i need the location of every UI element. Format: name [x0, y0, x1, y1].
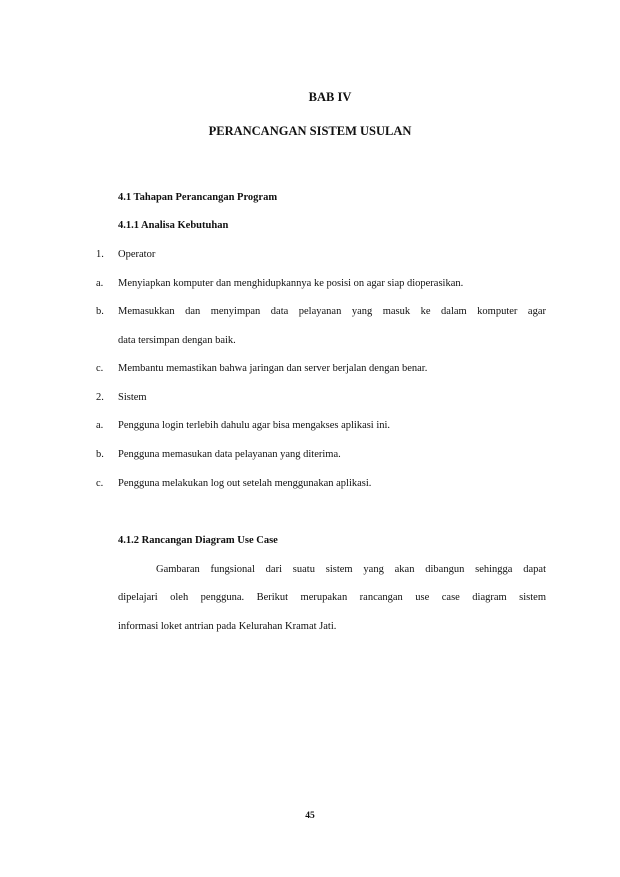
list-item-marker: c. — [96, 363, 104, 374]
list-item-text: Menyiapkan komputer dan menghidupkannya ke posisi on agar siap dioperasikan. — [118, 278, 464, 289]
list-item-marker: a. — [96, 278, 104, 289]
list-item-text: Pengguna login terlebih dahulu agar bisa mengakses aplikasi ini. — [118, 420, 391, 431]
list-item-text: Pengguna melakukan log out setelah menggunakan aplikasi. — [118, 478, 372, 489]
chapter-title: PERANCANGAN SISTEM USULAN — [208, 124, 412, 138]
list-number: 1. — [96, 249, 104, 260]
list-item-text: Membantu memastikan bahwa jaringan dan server berjalan dengan benar. — [118, 363, 428, 374]
list-item-marker: a. — [96, 420, 104, 431]
list-item-text-continued: data tersimpan dengan baik. — [118, 335, 236, 346]
paragraph-line: Gambaran fungsional dari suatu sistem yang akan dibangun sehingga dapat — [156, 564, 546, 575]
paragraph-line: dipelajari oleh pengguna. Berikut merupakan rancangan use case diagram sistem — [118, 592, 546, 603]
paragraph-line: informasi loket antrian pada Kelurahan Kramat Jati. — [118, 621, 337, 632]
list-label-sistem: Sistem — [118, 392, 147, 403]
list-item-marker: b. — [96, 306, 104, 317]
list-label-operator: Operator — [118, 249, 156, 260]
section-heading: 4.1 Tahapan Perancangan Program — [118, 192, 278, 203]
subsection-heading: 4.1.1 Analisa Kebutuhan — [118, 220, 229, 231]
subsection-heading-use-case: 4.1.2 Rancangan Diagram Use Case — [118, 535, 278, 546]
list-item-text: Memasukkan dan menyimpan data pelayanan yang masuk ke dalam komputer agar — [118, 306, 546, 317]
page-number: 45 — [305, 811, 315, 821]
list-item-marker: c. — [96, 478, 104, 489]
list-item-marker: b. — [96, 449, 104, 460]
chapter-number: BAB IV — [308, 90, 352, 104]
list-number: 2. — [96, 392, 104, 403]
list-item-text: Pengguna memasukan data pelayanan yang diterima. — [118, 449, 341, 460]
